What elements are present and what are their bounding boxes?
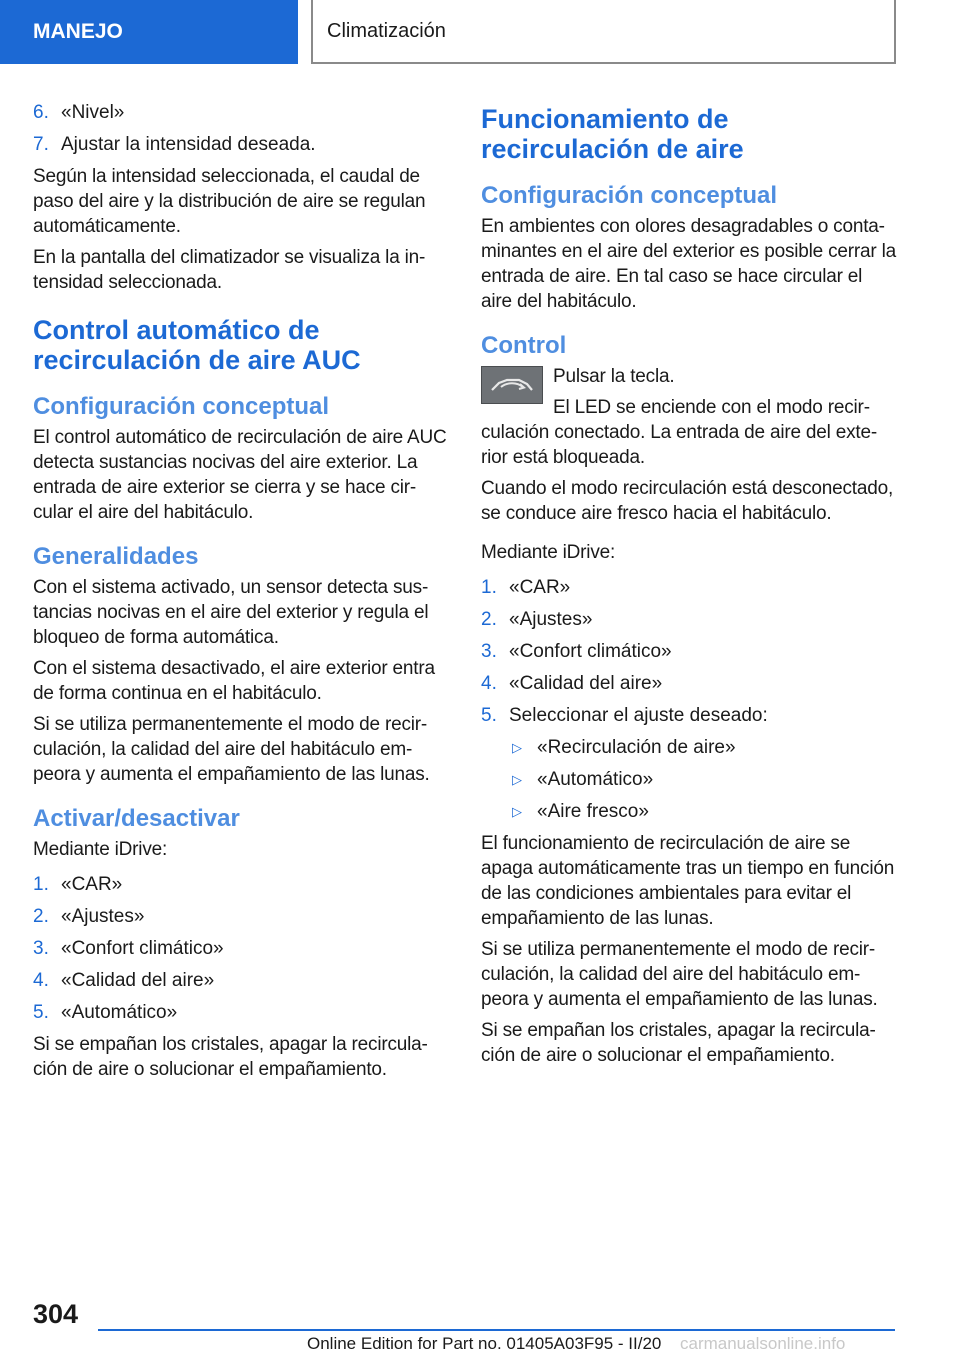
list-item: 1. «CAR» [33, 874, 123, 895]
paragraph: Según la intensidad seleccionada, el caudal de paso del aire y la distribución de aire se regulan automáticamente. [33, 166, 426, 237]
paragraph: En la pantalla del climatizador se visualiza la intensidad seleccionada. [33, 247, 426, 293]
paragraph: Pulsar la tecla. [553, 366, 675, 387]
subheading-config: Configuración conceptual [481, 182, 778, 209]
section-title: MANEJO [0, 0, 298, 64]
heading-recirculation: Funcionamiento de recirculación de aire [481, 104, 744, 164]
list-item: 7. Ajustar la intensidad deseada. [33, 134, 316, 155]
paragraph: Mediante iDrive: [33, 839, 168, 860]
paragraph: En ambientes con olores desagradables o contaminantes en el aire del exterior es posible cerrar la entrada de aire. En tal caso se hace circular el aire del habitáculo. [481, 216, 896, 312]
footer-divider [98, 1329, 895, 1331]
paragraph: Si se empañan los cristales, apagar la recirculación de aire o solucionar el empañamiento. [33, 1034, 428, 1080]
paragraph: Cuando el modo recirculación está desconectado, se conduce aire fresco hacia el habitáculo. [481, 478, 894, 524]
triangle-icon: ▷ [512, 740, 522, 755]
paragraph: Si se empañan los cristales, apagar la recirculación de aire o solucionar el empañamiento. [481, 1020, 876, 1066]
paragraph: Con el sistema desactivado, el aire exterior entra de forma continua en el habitáculo. [33, 658, 435, 704]
subheading-config: Configuración conceptual [33, 393, 330, 420]
steps-list [33, 872, 448, 1025]
heading-auc: Control automático de recirculación de aire AUC [33, 315, 361, 375]
edition-text: Online Edition for Part no. 01405A03F95 - II/20 [307, 1334, 662, 1353]
list-item: 4. «Calidad del aire» [33, 970, 215, 991]
paragraph: Si se utiliza permanentemente el modo de recirculación, la calidad del aire del habitáculo empeora y aumenta el empañamiento de las lunas. [33, 714, 430, 785]
subheading-general: Generalidades [33, 543, 199, 570]
paragraph: Mediante iDrive: [481, 542, 616, 563]
paragraph: El funcionamiento de recirculación de aire se apaga automáticamente tras un tiempo en función de las condiciones ambientales para evitar el empañamiento de las lunas. [481, 833, 895, 929]
left-column [33, 100, 448, 1088]
list-item: 4. «Calidad del aire» [481, 673, 663, 694]
subheading-activar: Activar/desactivar [33, 805, 240, 832]
list-item: 2. «Ajustes» [481, 609, 593, 630]
paragraph: Con el sistema activado, un sensor detecta sustancias nocivas en el aire del exterior y regula el bloqueo de forma automática. [33, 577, 429, 648]
list-item: ▷ «Automático» [509, 767, 896, 792]
recirculation-car-icon [481, 366, 543, 404]
list-item: 5. «Automático» [33, 1002, 178, 1023]
subheading-control: Control [481, 332, 567, 359]
page-number: 304 [33, 1299, 79, 1329]
paragraph: El LED se enciende con el modo recirculación conectado. La entrada de aire del exterior está bloqueada. [481, 397, 878, 468]
list-item: 1. «CAR» [481, 577, 571, 598]
right-column [481, 100, 896, 1074]
triangle-icon: ▷ [512, 772, 522, 787]
list-item: 5. Seleccionar el ajuste deseado: [481, 705, 768, 726]
paragraph: Si se utiliza permanentemente el modo de recirculación, la calidad del aire del habitáculo empeora y aumenta el empañamiento de las lunas. [481, 939, 878, 1010]
steps-list-top [33, 100, 448, 157]
list-item: 6. «Nivel» [33, 102, 125, 123]
page-header [0, 0, 960, 66]
paragraph: El control automático de recirculación de aire AUC detecta sustancias nocivas del aire exterior. La entrada de aire exterior se cierra y se hace circular el aire del habitáculo. [33, 427, 447, 523]
control-block [481, 364, 896, 470]
chapter-title: Climatización [311, 0, 896, 64]
list-item: 3. «Confort climático» [33, 938, 224, 959]
sub-options-list [509, 735, 896, 824]
watermark: carmanualsonline.info [680, 1334, 846, 1353]
list-item: 2. «Ajustes» [33, 906, 145, 927]
list-item: ▷ «Recirculación de aire» [509, 735, 896, 760]
triangle-icon: ▷ [512, 804, 522, 819]
list-item: ▷ «Aire fresco» [509, 799, 896, 824]
steps-list [481, 575, 896, 728]
list-item: 3. «Confort climático» [481, 641, 672, 662]
